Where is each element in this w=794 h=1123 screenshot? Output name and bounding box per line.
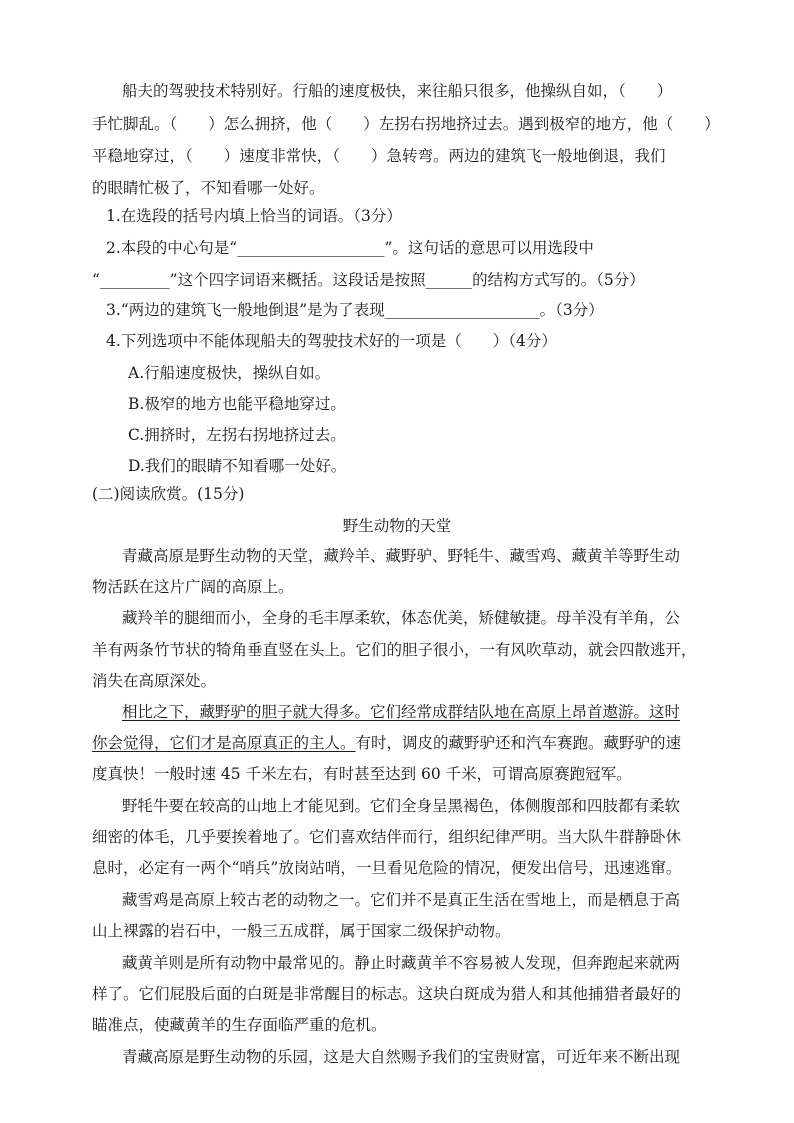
underlined-sentence: 你会觉得，它们才是高原真正的主人。 [92,734,356,752]
article-line: 山上裸露的岩石中，一般三五成群，属于国家二级保护动物。 [92,922,511,940]
option-c: C.拥挤时，左拐右拐地挤过去。 [128,426,346,444]
article-line: 物活跃在这片广阔的高原上。 [92,578,294,596]
article-line: 瞄准点，使藏黄羊的生存面临严重的危机。 [92,1016,387,1034]
article-line: 羊有两条竹节状的犄角垂直竖在头上。它们的胆子很小，一有风吹草动，就会四散逃开， [92,641,697,659]
article-line: 野牦牛要在较高的山地上才能见到。它们全身呈黑褐色，体侧腹部和四肢都有柔软 [122,797,681,815]
passage-line-2: 手忙脚乱。（ ）怎么拥挤，他（ ）左拐右拐地挤过去。遇到极窄的地方，他（ ） [92,115,720,133]
article-line: 藏羚羊的腿细而小，全身的毛丰厚柔软，体态优美，矫健敏捷。母羊没有羊角，公 [122,609,681,627]
option-a: A.行船速度极快，操纵自如。 [128,364,331,382]
question-2-line-2: “_________”这个四字词语来概括。这段话是按照______的结构方式写的。（5分） [92,271,645,289]
question-3: 3.“两边的建筑飞一般地倒退”是为了表现____________________。（3分） [106,301,604,319]
article-line: 细密的体毛，几乎要挨着地了。它们喜欢结伴而行，组织纪律严明。当大队牛群静卧休 [92,828,682,846]
article-line: 青藏高原是野生动物的天堂，藏羚羊、藏野驴、野牦牛、藏雪鸡、藏黄羊等野生动 [122,547,681,565]
section-heading: (二)阅读欣赏。(15分) [92,485,245,503]
passage-line-3: 平稳地穿过，（ ）速度非常快，（ ）急转弯。两边的建筑飞一般地倒退，我们 [92,147,666,165]
option-b: B.极窄的地方也能平稳地穿过。 [128,395,346,413]
article-title: 野生动物的天堂 [342,517,452,535]
passage-line-1: 船夫的驾驶技术特别好。行船的速度极快，来往船只很多，他操纵自如，（ ） [122,82,673,100]
article-line: 藏黄羊则是所有动物中最常见的。静止时藏黄羊不容易被人发现，但奔跑起来就两 [122,954,681,972]
article-line: 息时，必定有一两个“哨兵”放岗站哨，一旦看见危险的情况，便发出信号，迅速逃窜。 [92,859,682,877]
article-line: 样了。它们屁股后面的白斑是非常醒目的标志。这块白斑成为猎人和其他捕猎者最好的 [92,985,682,1003]
article-line: 藏雪鸡是高原上较古老的动物之一。它们并不是真正生活在雪地上，而是栖息于高 [122,891,681,909]
article-line: 青藏高原是野生动物的乐园，这是大自然赐予我们的宝贵财富，可近年来不断出现 [122,1048,681,1066]
article-line-mixed [92,733,681,753]
article-line: 度真快！一般时速 45 千米左右，有时甚至达到 60 千米，可谓高原赛跑冠军。 [92,765,632,783]
option-d: D.我们的眼睛不知看哪一处好。 [128,457,347,475]
passage-line-4: 的眼睛忙极了，不知看哪一处好。 [92,179,325,197]
article-line-underlined: 相比之下，藏野驴的胆子就大得多。它们经常成群结队地在高原上昂首遨游。这时 [122,703,681,721]
question-2-line-1: 2.本段的中心句是“___________________”。这句话的意思可以用选段中 [106,239,594,257]
question-4: 4.下列选项中不能体现船夫的驾驶技术好的一项是（ ）（4分） [106,332,557,350]
sentence-rest: 有时，调皮的藏野驴还和汽车赛跑。藏野驴的速 [355,734,682,752]
article-line: 消失在高原深处。 [92,672,217,690]
question-1: 1.在选段的括号内填上恰当的词语。（3分） [106,207,402,225]
